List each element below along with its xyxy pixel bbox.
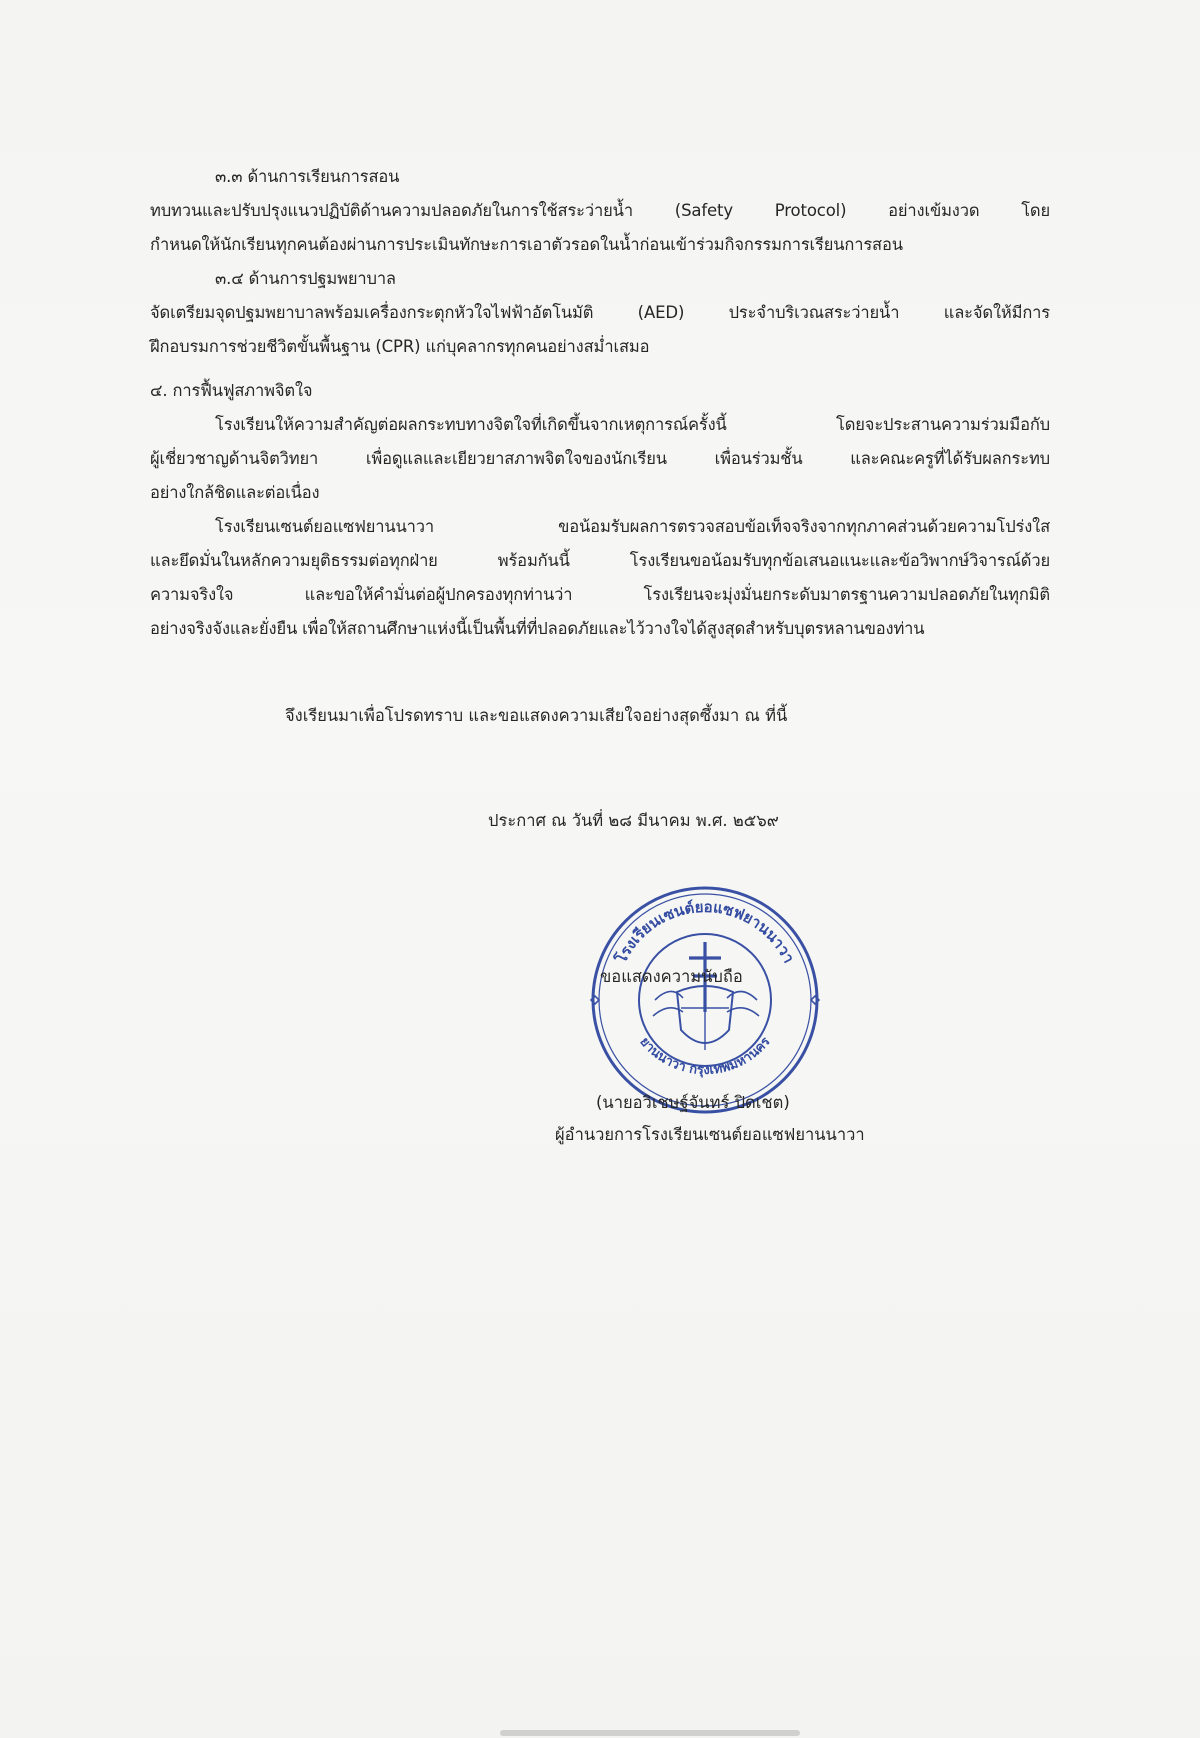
seal-text-top: โรงเรียนเซนต์ยอแซฟยานนาวา bbox=[611, 897, 799, 967]
section-3-4-line-2: ฝึกอบรมการช่วยชีวิตขั้นพื้นฐาน (CPR) แก่บุคลากรทุกคนอย่างสม่ำเสมอ bbox=[150, 337, 650, 356]
announcement-date: ประกาศ ณ วันที่ ๒๘ มีนาคม พ.ศ. ๒๕๖๙ bbox=[488, 811, 779, 830]
section-3-3-line-2: กำหนดให้นักเรียนทุกคนต้องผ่านการประเมินทักษะการเอาตัวรอดในน้ำก่อนเข้าร่วมกิจกรรมการเรียนการสอน bbox=[150, 235, 903, 254]
section-4-p2-line-1: โรงเรียนเซนต์ยอแซฟยานนาวา ขอน้อมรับผลการตรวจสอบข้อเท็จจริงจากทุกภาคส่วนด้วยความโปร่งใส bbox=[215, 517, 1050, 536]
section-3-4-heading: ๓.๔ ด้านการปฐมพยาบาล bbox=[215, 269, 396, 288]
signature-respect: ขอแสดงความนับถือ bbox=[600, 967, 743, 986]
section-4-p2-line-4: อย่างจริงจังและยั่งยืน เพื่อให้สถานศึกษาแห่งนี้เป็นพื้นที่ที่ปลอดภัยและไว้วางใจได้สูงสุดสำหรับบุตรหลานของท่าน bbox=[150, 619, 925, 638]
section-3-4-line-1: จัดเตรียมจุดปฐมพยาบาลพร้อมเครื่องกระตุกหัวใจไฟฟ้าอัตโนมัติ (AED) ประจำบริเวณสระว่ายน้ำ และจัดให้มีการ bbox=[150, 303, 1050, 322]
section-4-heading: ๔. การฟื้นฟูสภาพจิตใจ bbox=[150, 381, 313, 400]
section-4-p1-line-3: อย่างใกล้ชิดและต่อเนื่อง bbox=[150, 483, 320, 502]
section-4-p2-line-2: และยึดมั่นในหลักความยุติธรรมต่อทุกฝ่าย พร้อมกันนี้ โรงเรียนขอน้อมรับทุกข้อเสนอแนะและข้อวิพากษ์วิจารณ์ด้วย bbox=[150, 551, 1050, 570]
section-4-p1-line-1: โรงเรียนให้ความสำคัญต่อผลกระทบทางจิตใจที่เกิดขึ้นจากเหตุการณ์ครั้งนี้ โดยจะประสานความร่วมมือกับ bbox=[215, 415, 1050, 434]
page-bottom-edge bbox=[500, 1730, 800, 1736]
section-4-p1-line-2: ผู้เชี่ยวชาญด้านจิตวิทยา เพื่อดูแลและเยียวยาสภาพจิตใจของนักเรียน เพื่อนร่วมชั้น และคณะครูที่ได้รับผลกระทบ bbox=[150, 449, 1050, 468]
school-seal-icon bbox=[585, 880, 825, 1120]
closing-statement: จึงเรียนมาเพื่อโปรดทราบ และขอแสดงความเสียใจอย่างสุดซึ้งมา ณ ที่นี้ bbox=[285, 706, 788, 725]
signature-title: ผู้อำนวยการโรงเรียนเซนต์ยอแซฟยานนาวา bbox=[555, 1125, 865, 1144]
document-body bbox=[150, 160, 1050, 646]
signature-name: (นายอวิเชษฐ์จันทร์ ปิดเชต) bbox=[596, 1093, 790, 1112]
section-3-3-line-1: ทบทวนและปรับปรุงแนวปฏิบัติด้านความปลอดภัยในการใช้สระว่ายน้ำ (Safety Protocol) อย่างเข้มงวด โดย bbox=[150, 201, 1050, 220]
section-3-3-heading: ๓.๓ ด้านการเรียนการสอน bbox=[215, 167, 400, 186]
section-4-p2-line-3: ความจริงใจ และขอให้คำมั่นต่อผู้ปกครองทุกท่านว่า โรงเรียนจะมุ่งมั่นยกระดับมาตรฐานความปลอดภัยในทุกมิติ bbox=[150, 585, 1050, 604]
seal-text-bottom: ยานนาวา กรุงเทพมหานคร bbox=[636, 1034, 774, 1079]
